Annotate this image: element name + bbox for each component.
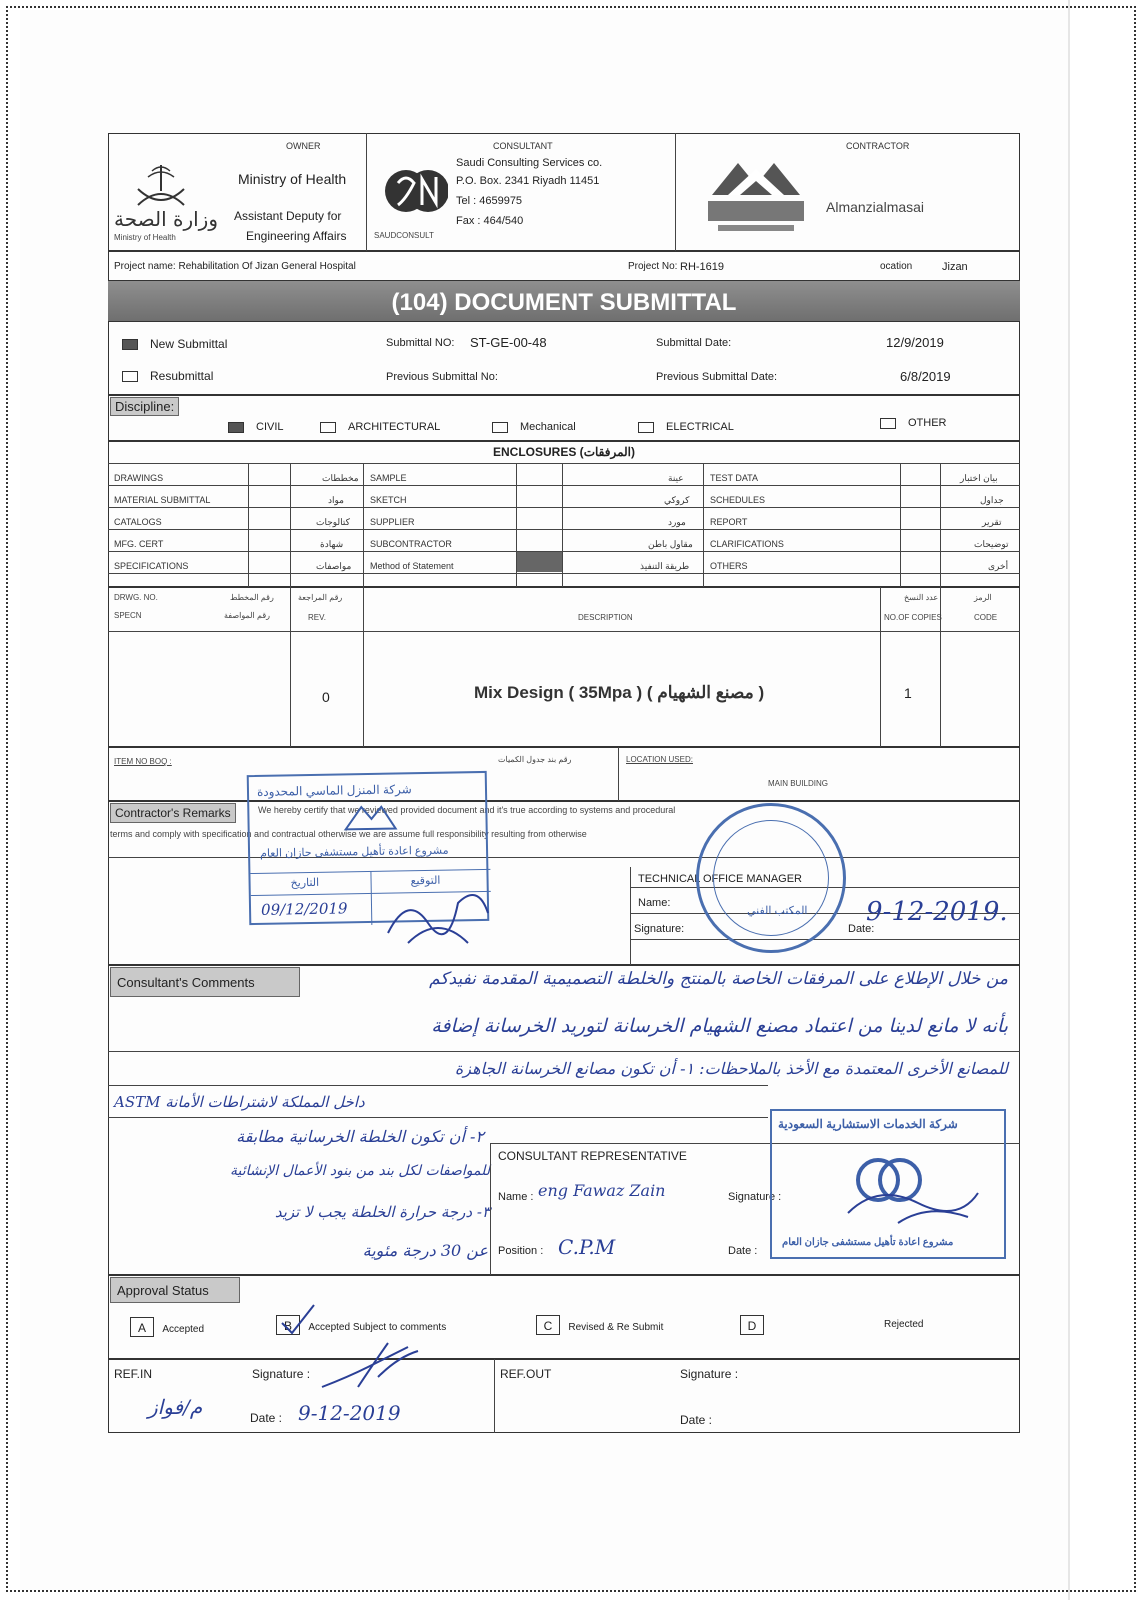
method-statement-check (517, 552, 562, 572)
round-stamp-text: المكتب الفني (747, 905, 808, 917)
new-submittal-label: New Submittal (150, 337, 228, 351)
owner-dept-line1: Assistant Deputy for (234, 209, 342, 223)
discipline-architectural (320, 421, 440, 433)
consultant-comments-label: Consultant's Comments (110, 967, 300, 997)
new-submittal (122, 337, 227, 351)
contractor-logo-icon (704, 155, 808, 237)
contractor-stamp-line2: مشروع اعادة تأهيل مستشفى جازان العام (259, 844, 449, 860)
enc-schedules-ar: جداول (980, 495, 1004, 505)
enc-sketch-ar: كروكي (664, 495, 690, 505)
enc-method-ar: طريقة التنفيذ (640, 561, 690, 571)
contractor-signature-label: Signature: (634, 923, 685, 935)
enc-report: REPORT (710, 517, 748, 527)
enc-catalogs: CATALOGS (114, 517, 162, 527)
consultant-tel: Tel : 4659975 (456, 195, 523, 207)
consultant-fax: Fax : 464/540 (456, 215, 524, 227)
col-spec-no-ar: رقم المواصفة (224, 611, 271, 620)
footer-box (108, 1359, 1020, 1433)
col-code-ar: الرمز (974, 593, 992, 602)
owner-english-small: Ministry of Health (114, 233, 176, 242)
resubmittal-label: Resubmittal (150, 369, 214, 383)
round-stamp (696, 803, 846, 953)
approval-a-box: A (130, 1317, 154, 1337)
discipline-other (880, 417, 947, 429)
ref-out-date-label: Date : (680, 1413, 713, 1427)
approval-c-label: Revised & Re Submit (568, 1322, 664, 1333)
enc-mfg-cert: MFG. CERT (114, 539, 164, 549)
electrical-label: ELECTRICAL (666, 421, 734, 433)
owner-arabic: وزارة الصحة (114, 207, 218, 231)
consultant-comment-line2: بأنه لا مانع لدينا من اعتماد مصنع الشهيام الخرسانة لتوريد الخرسانة إضافة (431, 1015, 1008, 1037)
mechanical-label: Mechanical (520, 421, 576, 433)
saudconsult-logo-icon (384, 159, 448, 223)
consultant-logo-text: SAUDCONSULT (374, 231, 434, 240)
enc-sample: SAMPLE (370, 473, 407, 483)
contractor-handwritten-date: 9-12-2019. (866, 897, 1008, 927)
enc-schedules: SCHEDULES (710, 495, 766, 505)
consultant-position-label: Position : (498, 1245, 544, 1257)
consultant-comment-line7: ٣- درجة حرارة الخلطة يجب لا تزيد (274, 1203, 490, 1221)
col-rev-ar: رقم المراجعة (298, 593, 343, 602)
enc-supplier: SUPPLIER (370, 517, 415, 527)
contractor-stamp-sign-head: التوقيع (410, 874, 441, 888)
contractor-remarks-label: Contractor's Remarks (110, 803, 236, 823)
project-location-value: Jizan (942, 261, 968, 273)
col-drwg-no-ar: رقم المخطط (230, 593, 274, 602)
submittal-date-label: Submittal Date: (656, 337, 732, 349)
project-location-label: ocation (880, 261, 913, 272)
contractor-stamp-date-head: التاريخ (290, 876, 320, 890)
enc-sample-ar: عينة (668, 473, 684, 483)
consultant-comment-line8: عن 30 درجة مئوية (362, 1241, 488, 1260)
row-rev: 0 (322, 689, 330, 705)
approval-d-box: D (740, 1315, 764, 1335)
mechanical-checkbox (492, 422, 508, 433)
enc-drawings-ar: مخططات (322, 473, 359, 483)
enc-clarifications-ar: توضيحات (974, 539, 1009, 549)
consultant-stamp-line2: مشروع اعادة تأهيل مستشفى جازان العام (782, 1237, 954, 1248)
col-copies-ar: عدد النسخ (904, 593, 939, 602)
submittal-no-label: Submittal NO: (386, 337, 455, 349)
contractor-stamp-line1: شركة المنزل الماسي المحدودة (256, 782, 412, 799)
project-no-label: Project No: (628, 261, 678, 272)
row-copies: 1 (904, 685, 912, 701)
ref-in-label: REF.IN (114, 1367, 153, 1381)
enc-method-statement: Method of Statement (370, 561, 454, 571)
prev-submittal-date-label: Previous Submittal Date: (656, 371, 778, 383)
enc-supplier-ar: مورد (668, 517, 686, 527)
enc-catalogs-ar: كتالوجات (316, 517, 350, 527)
architectural-checkbox (320, 422, 336, 433)
consultant-comment-line4: ASTM داخل المملكة لاشتراطات الأمانة (114, 1093, 365, 1111)
enc-material-ar: مواد (328, 495, 344, 505)
project-no-value: RH-1619 (680, 261, 725, 273)
ref-in-signature-scribble (318, 1337, 428, 1395)
enc-spec-ar: مواصفات (316, 561, 352, 571)
owner-label: OWNER (286, 141, 321, 151)
contractor-remarks-box (108, 801, 1020, 965)
enc-subcontractor-ar: مقاول باطن (648, 539, 693, 549)
ref-in-date-label: Date : (250, 1411, 283, 1425)
contractor-name: Almanzialmasai (826, 199, 925, 215)
form-title: (104) DOCUMENT SUBMITTAL (391, 289, 737, 316)
submittal-form (108, 133, 1020, 1433)
civil-label: CIVIL (256, 421, 284, 433)
col-drwg-no: DRWG. NO. (114, 593, 158, 602)
consultant-label: CONSULTANT (493, 141, 553, 151)
tech-office-manager-label: TECHNICAL OFFICE MANAGER (638, 873, 802, 885)
contractor-label: CONTRACTOR (846, 141, 910, 151)
row-description: Mix Design ( 35Mpa ) ( مصنع الشهيام ) (474, 683, 765, 702)
contractor-remarks-line1: We hereby certify that we reviewed provided document and it's true according to systems and procedural (258, 805, 676, 815)
consultant-name: Saudi Consulting Services co. (456, 157, 603, 169)
consultant-signature-scribble (838, 1173, 988, 1233)
consultant-comment-line3: للمصانع الأخرى المعتمدة مع الأخذ بالملاحظات: ١- أن تكون مصانع الخرسانة الجاهزة (454, 1059, 1008, 1078)
ref-out-signature-label: Signature : (680, 1367, 739, 1381)
enclosures-title: ENCLOSURES (المرفقات) (493, 445, 635, 459)
contractor-name-label: Name: (638, 897, 671, 909)
item-no-ar: رقم بند جدول الكميات (498, 755, 572, 764)
owner-dept-line2: Engineering Affairs (246, 229, 347, 243)
enc-test-ar: بيان اختبار (960, 473, 998, 483)
owner-name: Ministry of Health (238, 171, 347, 187)
consultant-po: P.O. Box. 2341 Riyadh 11451 (456, 175, 600, 187)
approval-b-label: Accepted Subject to comments (308, 1322, 447, 1333)
item-no-label: ITEM NO BOQ : (114, 757, 172, 766)
enc-specifications: SPECIFICATIONS (114, 561, 189, 571)
enc-report-ar: تقرير (982, 517, 1002, 527)
project-name: Project name: Rehabilitation Of Jizan General Hospital (114, 261, 356, 272)
enc-material-submittal: MATERIAL SUBMITTAL (114, 495, 211, 505)
other-label: OTHER (908, 417, 947, 429)
prev-submittal-date-value: 6/8/2019 (900, 369, 951, 384)
ref-in-date-value: 9-12-2019 (298, 1401, 401, 1425)
enc-clarifications: CLARIFICATIONS (710, 539, 784, 549)
approval-c (536, 1315, 663, 1335)
location-used-value: MAIN BUILDING (768, 779, 829, 788)
discipline-mechanical (492, 421, 576, 433)
discipline-electrical (638, 421, 734, 433)
enc-test-data: TEST DATA (710, 473, 759, 483)
approval-c-box: C (536, 1315, 560, 1335)
submittal-date-value: 12/9/2019 (886, 335, 944, 350)
prev-submittal-no-label: Previous Submittal No: (386, 371, 498, 383)
approval-d-label: Rejected (884, 1319, 924, 1330)
col-description: DESCRIPTION (578, 613, 633, 622)
approval-a (130, 1317, 204, 1337)
approval-b-box: B (276, 1315, 300, 1335)
discipline-label: Discipline: (110, 397, 179, 416)
consultant-signature-label: Signature : (728, 1191, 782, 1203)
stamp-logo-icon (343, 800, 398, 831)
contractor-stamp-date-value: 09/12/2019 (260, 899, 348, 919)
location-used-label: LOCATION USED: (626, 755, 693, 764)
other-checkbox (880, 418, 896, 429)
consultant-comment-line1: من خلال الإطلاع على المرفقات الخاصة بالمنتج والخلطة التصميمية المقدمة نفيدكم (429, 969, 1008, 989)
new-submittal-checkbox (122, 339, 138, 350)
contractor-remarks-line2: terms and comply with specification and contractual otherwise we are assume full responsibility resulting from otherwise (110, 829, 587, 839)
enc-others-ar: أخرى (988, 561, 1009, 571)
approval-a-label: Accepted (162, 1324, 205, 1335)
ref-in-signature-label: Signature : (252, 1367, 311, 1381)
electrical-checkbox (638, 422, 654, 433)
submittal-box (108, 321, 1020, 395)
civil-checkbox (228, 422, 244, 433)
col-code: CODE (974, 613, 998, 622)
submittal-no-value: ST-GE-00-48 (470, 335, 547, 350)
enc-sketch: SKETCH (370, 495, 407, 505)
ref-out-label: REF.OUT (500, 1367, 552, 1381)
consultant-position-value: C.P.M (558, 1235, 616, 1259)
col-copies: NO.OF COPIES (884, 613, 942, 622)
resubmittal-checkbox (122, 371, 138, 382)
resubmittal (122, 369, 213, 383)
col-spec-no: SPECN (114, 611, 142, 620)
consultant-stamp-line1: شركة الخدمات الاستشارية السعودية (778, 1117, 958, 1131)
discipline-civil (228, 421, 284, 433)
enc-mfg-ar: شهادة (320, 539, 344, 549)
approval-d (740, 1315, 764, 1335)
consultant-name-value: eng Fawaz Zain (538, 1181, 666, 1200)
architectural-label: ARCHITECTURAL (348, 421, 441, 433)
contractor-signature-scribble (378, 873, 498, 953)
contractor-date-label: Date: (848, 923, 875, 935)
approval-b-checkmark (278, 1301, 318, 1335)
enc-others: OTHERS (710, 561, 748, 571)
consultant-comment-line6: للمواصفات لكل بند من بنود الأعمال الإنشائية (230, 1163, 490, 1179)
col-rev: REV. (308, 613, 326, 622)
enc-subcontractor: SUBCONTRACTOR (370, 539, 452, 549)
consultant-rep-label: CONSULTANT REPRESENTATIVE (498, 1149, 687, 1163)
consultant-name-label: Name : (498, 1191, 534, 1203)
consultant-comment-line5: ٢- أن تكون الخلطة الخرسانية مطابقة (236, 1127, 484, 1146)
enc-drawings: DRAWINGS (114, 473, 164, 483)
approval-status-label: Approval Status (110, 1277, 240, 1303)
ref-in-handwritten: م/فواز (148, 1395, 203, 1419)
consultant-date-label: Date : (728, 1245, 758, 1257)
